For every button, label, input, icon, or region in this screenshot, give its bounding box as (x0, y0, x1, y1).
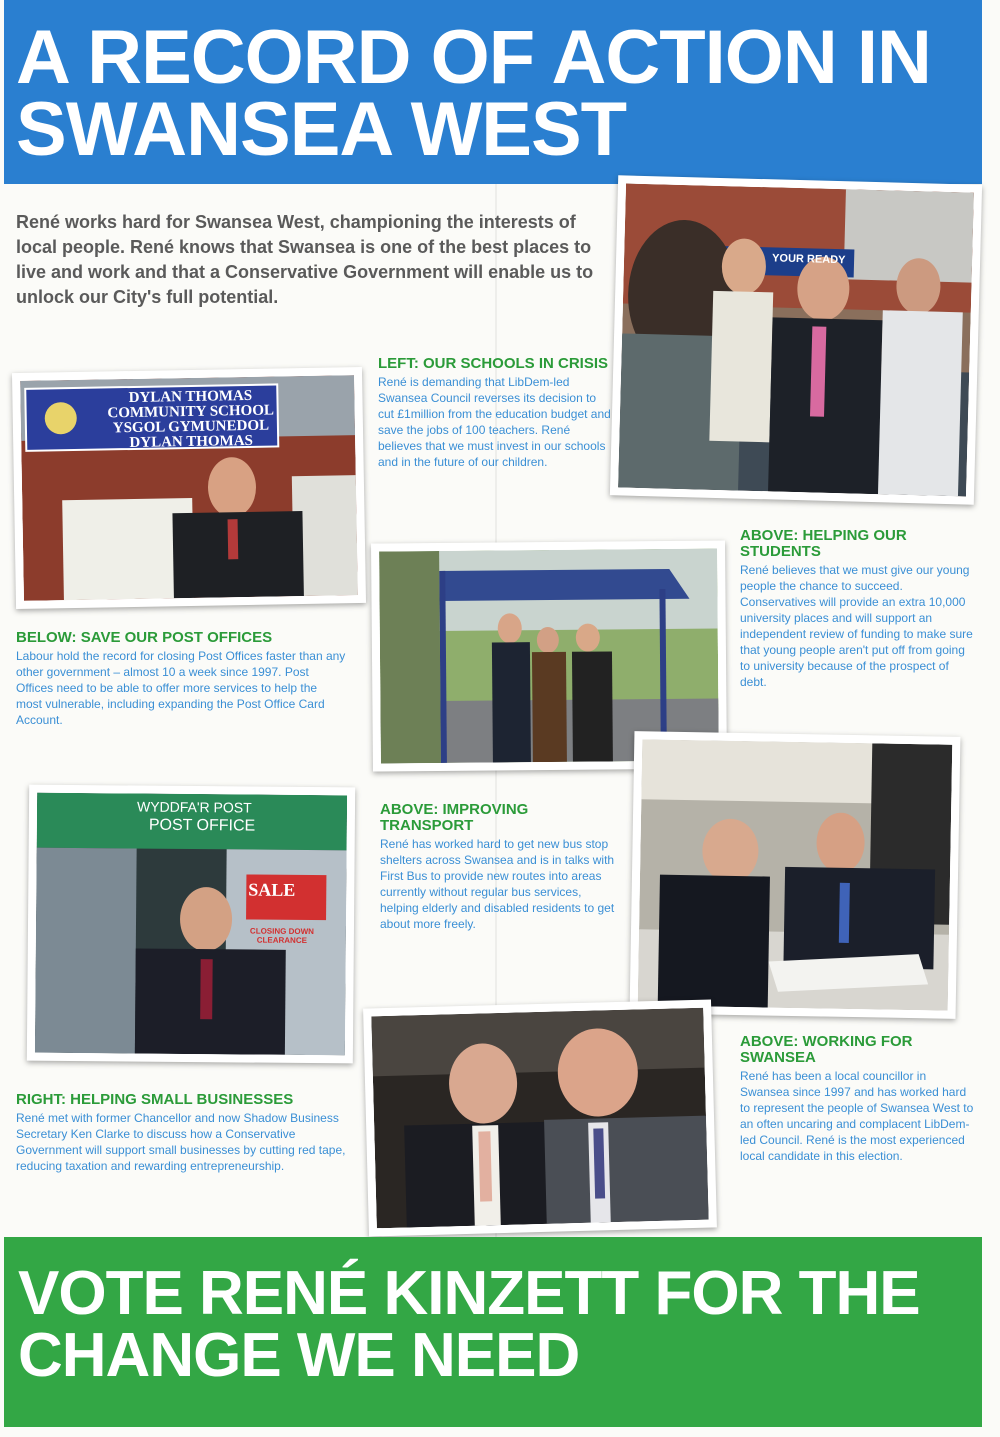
photo-post-office (27, 785, 355, 1064)
post-office-window-sale: SALE (248, 879, 296, 900)
school-sign-line4: DYLAN THOMAS (129, 432, 254, 452)
caption-working (740, 1034, 974, 1164)
caption-students-heading: ABOVE: HELPING OUR STUDENTS (740, 527, 907, 560)
post-office-window-clearance: CLOSING DOWN CLEARANCE (249, 926, 314, 946)
photo-school (12, 367, 366, 609)
caption-schools-heading: LEFT: OUR SCHOOLS IN CRISIS (378, 355, 609, 372)
caption-working-heading: ABOVE: WORKING FOR SWANSEA (740, 1033, 913, 1066)
caption-students (740, 528, 974, 690)
school-sign-line2: COMMUNITY SCHOOL (107, 402, 275, 422)
caption-transport (380, 802, 616, 932)
caption-small-business (16, 1092, 346, 1174)
caption-schools (378, 356, 614, 470)
photo-meeting-scene (638, 739, 953, 1010)
school-sign-line3: YSGOL GYMUNEDOL (112, 417, 270, 437)
caption-post-offices-body: Labour hold the record for closing Post Offices faster than any other government – almost 10 a week since 1997. Post Offices need to be able to offer more services to help the most vulnerable, including expanding the Post Office Card Account. (16, 649, 346, 727)
post-office-sign-2: POST OFFICE (148, 816, 256, 835)
students-sign-text: YOUR READY (771, 252, 846, 267)
caption-students-body: René believes that we must give our young people the chance to succeed. Conservatives will provide an extra 10,000 university places and will support an independent review of funding to make sure that young people aren't put off from going to university because of the prospect of debt. (740, 563, 973, 689)
photo-students (610, 175, 982, 504)
photo-ken-clarke-scene (371, 1008, 708, 1229)
photo-post-office-scene (35, 793, 347, 1056)
school-sign-text (100, 388, 281, 451)
caption-post-offices (16, 630, 346, 728)
photo-meeting (630, 731, 961, 1019)
caption-post-offices-heading: BELOW: SAVE OUR POST OFFICES (16, 629, 273, 646)
intro-text: René works hard for Swansea West, championing the interests of local people. René knows that Swansea is one of the best places to live and work and that a Conservative Government will enable us to unlock our City's full potential. (16, 212, 594, 307)
caption-transport-heading: ABOVE: IMPROVING TRANSPORT (380, 801, 529, 834)
caption-small-business-body: René met with former Chancellor and now Shadow Business Secretary Ken Clarke to discuss how a Conservative Government will support small businesses by cutting red tape, reducing taxation and rewarding entrepreneurship. (16, 1111, 346, 1173)
post-office-sign-1: WYDDFA'R POST (136, 798, 252, 816)
caption-working-body: René has been a local councillor in Swansea since 1997 and has worked hard to represent the people of Swansea West to an often uncaring and complacent LibDem-led Council. René is the most experienced local candidate in this election. (740, 1069, 974, 1163)
photo-school-scene (20, 375, 358, 601)
caption-small-business-heading: RIGHT: HELPING SMALL BUSINESSES (16, 1091, 294, 1108)
footer-slogan: VOTE RENÉ KINZETT FOR THE CHANGE WE NEED (18, 1259, 920, 1390)
caption-schools-body: René is demanding that LibDem-led Swansea Council reverses its decision to cut £1million from the education budget and save the jobs of 100 teachers. René believes that we must invest in our schools and in the future of our children. (378, 375, 611, 469)
photo-ken-clarke (363, 999, 717, 1236)
photo-students-scene (618, 183, 974, 496)
school-sign-line1: DYLAN THOMAS (128, 387, 253, 407)
header-banner (4, 0, 982, 184)
page-title: A RECORD OF ACTION IN SWANSEA WEST (16, 15, 931, 172)
caption-transport-body: René has worked hard to get new bus stop shelters across Swansea and is in talks with First Bus to provide new routes into areas currently without regular bus services, helping elderly and disabled residents to get about more freely. (380, 837, 615, 931)
footer-banner (4, 1237, 982, 1427)
